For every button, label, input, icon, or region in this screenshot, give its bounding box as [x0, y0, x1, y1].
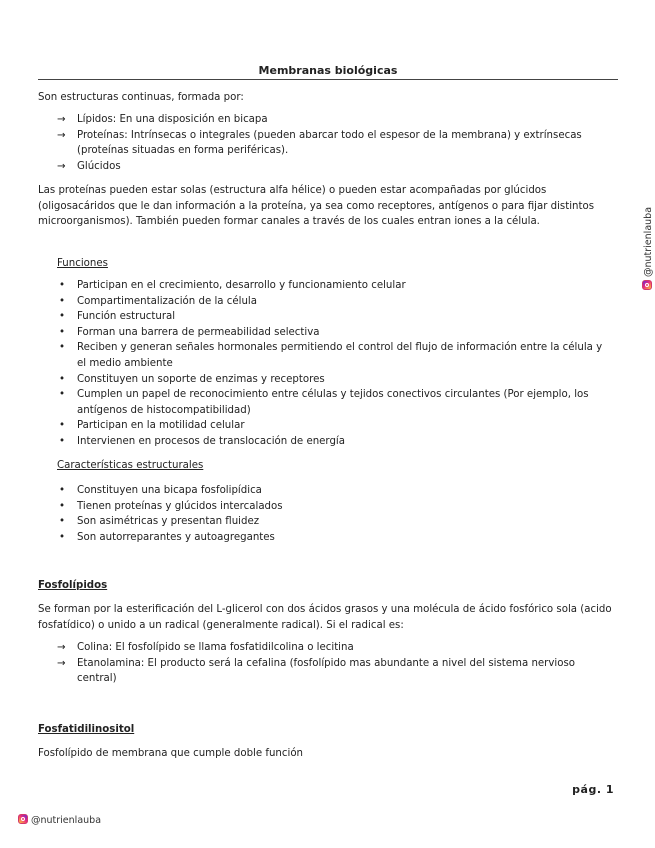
- footer-handle[interactable]: [18, 813, 101, 829]
- list-item-text: Constituyen un soporte de enzimas y receptores: [77, 373, 325, 385]
- instagram-icon: [18, 814, 28, 824]
- list-item: [57, 434, 614, 450]
- list-item: [57, 514, 614, 530]
- handle-text: @nutrienlauba: [31, 815, 102, 826]
- list-item-text: Proteínas: Intrínsecas o integrales (pueden abarcar todo el espesor de la membrana) y extrínsecas (proteínas situadas en forma periféricas).: [77, 129, 582, 157]
- list-item-text: Compartimentalización de la célula: [77, 295, 258, 307]
- bullet-icon: •: [59, 295, 66, 307]
- bullet-icon: •: [59, 435, 66, 447]
- bullet-icon: •: [59, 326, 66, 338]
- list-item: [57, 640, 614, 656]
- list-item: [57, 325, 614, 341]
- arrow-icon: →: [57, 657, 66, 669]
- list-item-text: Forman una barrera de permeabilidad selectiva: [77, 326, 320, 338]
- page-number: pág. 1: [572, 783, 614, 796]
- list-item: [57, 499, 614, 515]
- list-item: [57, 340, 614, 371]
- bullet-icon: •: [59, 500, 66, 512]
- list-item: [57, 483, 614, 499]
- document-title: Membranas biológicas: [258, 64, 398, 77]
- list-item: [57, 159, 614, 175]
- list-item: [57, 128, 614, 159]
- list-item-text: Lípidos: En una disposición en bicapa: [77, 114, 268, 125]
- list-item: [57, 372, 614, 388]
- list-item-text: Constituyen una bicapa fosfolipídica: [77, 485, 262, 496]
- list-item: [57, 656, 614, 687]
- instagram-icon: [642, 280, 652, 290]
- fosfatidilinositol-paragraph: Fosfolípido de membrana que cumple doble función: [38, 748, 304, 759]
- list-item: [57, 294, 614, 310]
- bullet-icon: •: [59, 389, 66, 401]
- arrow-icon: →: [57, 114, 66, 125]
- funciones-heading: Funciones: [57, 258, 108, 269]
- fosfolipidos-paragraph: Se forman por la esterificación del L-glicerol con dos ácidos grasos y una molécula de ácido fosfórico sola (acido fosfatídico) o unido a un radical (generalmente radical). Si el radical es:: [38, 604, 612, 631]
- list-item: [57, 530, 614, 546]
- list-item-text: Función estructural: [77, 311, 176, 323]
- list-item-text: Participan en el crecimiento, desarrollo y funcionamiento celular: [77, 280, 406, 291]
- list-item: [57, 278, 614, 294]
- proteins-paragraph: Las proteínas pueden estar solas (estructura alfa hélice) o pueden estar acompañadas por glúcidos (oligosacáridos que le dan información a la proteína, ya sea como receptores, antígenos o para fijar distintos microorganismos). También pueden formar canales a través de los cuales entran iones a la célula.: [38, 185, 595, 228]
- funciones-list: [57, 278, 614, 450]
- handle-text: @nutrienlauba: [643, 206, 654, 277]
- arrow-icon: →: [57, 160, 66, 172]
- list-item-text: Reciben y generan señales hormonales permitiendo el control del flujo de información entre la célula y el medio ambiente: [77, 342, 603, 369]
- list-item: [57, 418, 614, 434]
- list-item-text: Son autorreparantes y autoagregantes: [77, 531, 275, 543]
- list-item-text: Participan en la motilidad celular: [77, 420, 245, 432]
- caracteristicas-list: [57, 483, 614, 545]
- list-item-text: Etanolamina: El producto será la cefalina (fosfolípido mas abundante a nivel del sistema nervioso central): [77, 657, 575, 685]
- list-item-text: Son asimétricas y presentan fluidez: [77, 516, 260, 528]
- list-item-text: Colina: El fosfolípido se llama fosfatidilcolina o lecitina: [77, 642, 354, 653]
- fosfatidilinositol-heading: Fosfatidilinositol: [38, 724, 135, 735]
- intro-paragraph: Son estructuras continuas, formada por:: [38, 92, 244, 103]
- list-item-text: Cumplen un papel de reconocimiento entre células y tejidos conectivos circulantes (Por ejemplo, los antígenos de histocompatibilidad): [77, 389, 589, 416]
- list-item: [57, 387, 614, 418]
- bullet-icon: •: [59, 420, 66, 432]
- bullet-icon: •: [59, 280, 66, 291]
- fosfolipidos-heading: Fosfolípidos: [38, 580, 108, 591]
- arrow-icon: →: [57, 642, 66, 653]
- list-item: [57, 112, 614, 128]
- bullet-icon: •: [59, 311, 66, 323]
- components-list: [57, 112, 614, 174]
- bullet-icon: •: [59, 373, 66, 385]
- list-item-text: Tienen proteínas y glúcidos intercalados: [77, 500, 283, 512]
- bullet-icon: •: [59, 516, 66, 528]
- caracteristicas-heading: Características estructurales: [57, 460, 204, 471]
- list-item-text: Intervienen en procesos de translocación de energía: [77, 435, 345, 447]
- list-item-text: Glúcidos: [77, 160, 121, 172]
- title-divider: [38, 79, 618, 80]
- list-item: [57, 309, 614, 325]
- radicales-list: [57, 640, 614, 687]
- bullet-icon: •: [59, 485, 66, 496]
- bullet-icon: •: [59, 531, 66, 543]
- side-handle[interactable]: [641, 207, 655, 290]
- bullet-icon: •: [59, 342, 66, 354]
- arrow-icon: →: [57, 129, 66, 141]
